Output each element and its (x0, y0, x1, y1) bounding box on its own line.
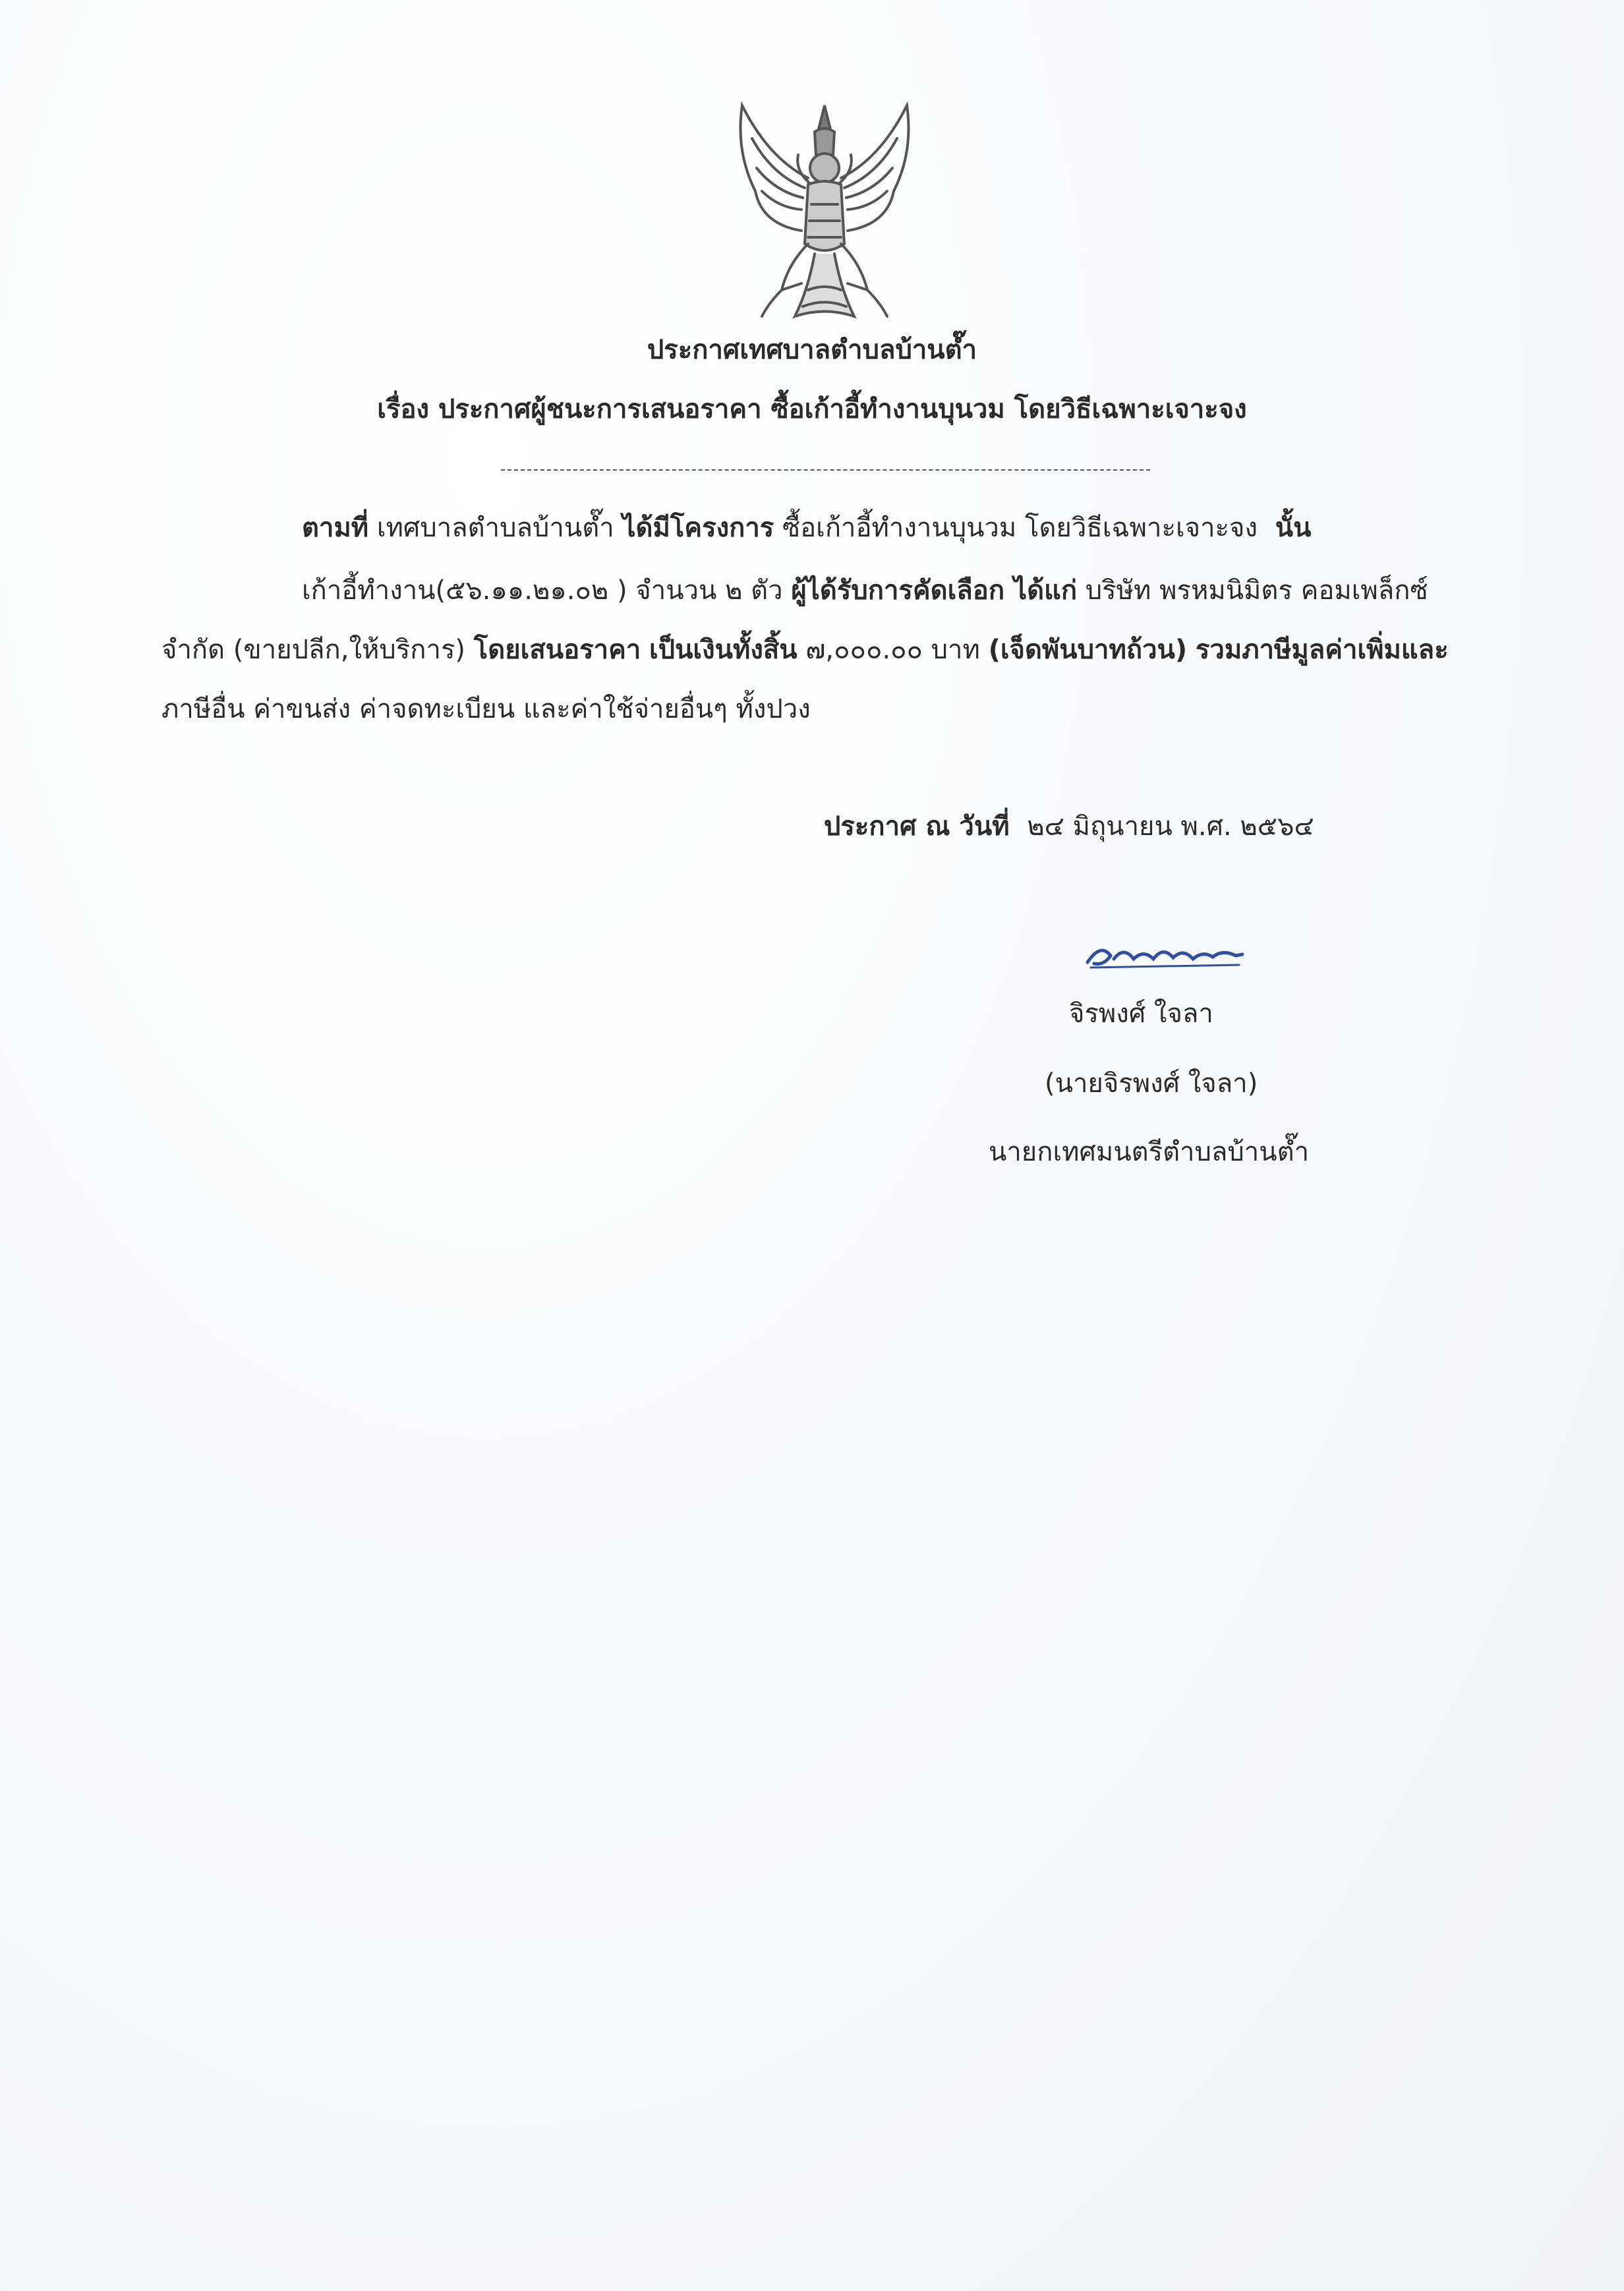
body-p3-a: จำกัด (ขายปลีก,ให้บริการ) (161, 635, 466, 665)
body-p1-d: ซื้อเก้าอี้ทำงานบุนวม โดยวิธีเฉพาะเจาะจง (782, 513, 1258, 543)
body-p2-c: บริษัท พรหมนิมิตร คอมเพล็กซ์ (1085, 575, 1428, 606)
body-p1-e: นั้น (1275, 513, 1312, 543)
body-p3-d: ๗,๐๐๐.๐๐ บาท (805, 635, 980, 665)
body-p1-c: ได้มีโครงการ (622, 513, 774, 543)
signer-full-name: (นายจิรพงศ์ ใจลา) (1045, 1068, 1258, 1099)
announce-line (824, 809, 1314, 844)
subject-text: ประกาศผู้ชนะการเสนอราคา ซื้อเก้าอี้ทำงานบุนวม โดยวิธีเฉพาะเจาะจง (438, 394, 1247, 424)
announce-label: ประกาศ ณ วันที่ (824, 811, 1010, 842)
body-p3-b: โดยเสนอราคา (473, 635, 641, 665)
body-line-3 (161, 633, 1449, 667)
signer-name: จิรพงศ์ ใจลา (1069, 999, 1213, 1029)
body-p4: ภาษีอื่น ค่าขนส่ง ค่าจดทะเบียน และค่าใช้จ่ายอื่นๆ ทั้งปวง (161, 694, 811, 724)
signer-position: นายกเทศมนตรีตำบลบ้านต๊ำ (989, 1137, 1310, 1167)
announce-date: ๒๔ มิถุนายน พ.ศ. ๒๕๖๔ (1027, 811, 1314, 842)
body-p3-c: เป็นเงินทั้งสิ้น (649, 635, 798, 665)
body-line-4 (161, 692, 811, 726)
page-title: ประกาศเทศบาลตำบลบ้านต๊ำ (647, 335, 977, 365)
body-p2-a: เก้าอี้ทำงาน(๕๖.๑๑.๒๑.๐๒ ) จำนวน ๒ ตัว (302, 575, 783, 606)
body-p1-a: ตามที่ (302, 513, 369, 543)
body-p3-f: รวมภาษีมูลค่าเพิ่มและ (1195, 635, 1449, 665)
body-p3-e: (เจ็ดพันบาทถ้วน) (988, 635, 1188, 665)
subject-line (0, 392, 1624, 426)
garuda-emblem-icon (716, 92, 933, 330)
handwritten-signature-icon (1081, 936, 1252, 975)
body-line-2 (302, 573, 1428, 608)
body-p2-b: ผู้ได้รับการคัดเลือก ได้แก่ (791, 575, 1078, 606)
subject-label: เรื่อง (377, 394, 429, 424)
body-line-1 (302, 511, 1311, 545)
body-p1-b: เทศบาลตำบลบ้านต๊ำ (376, 513, 614, 543)
separator-line (501, 469, 1150, 471)
